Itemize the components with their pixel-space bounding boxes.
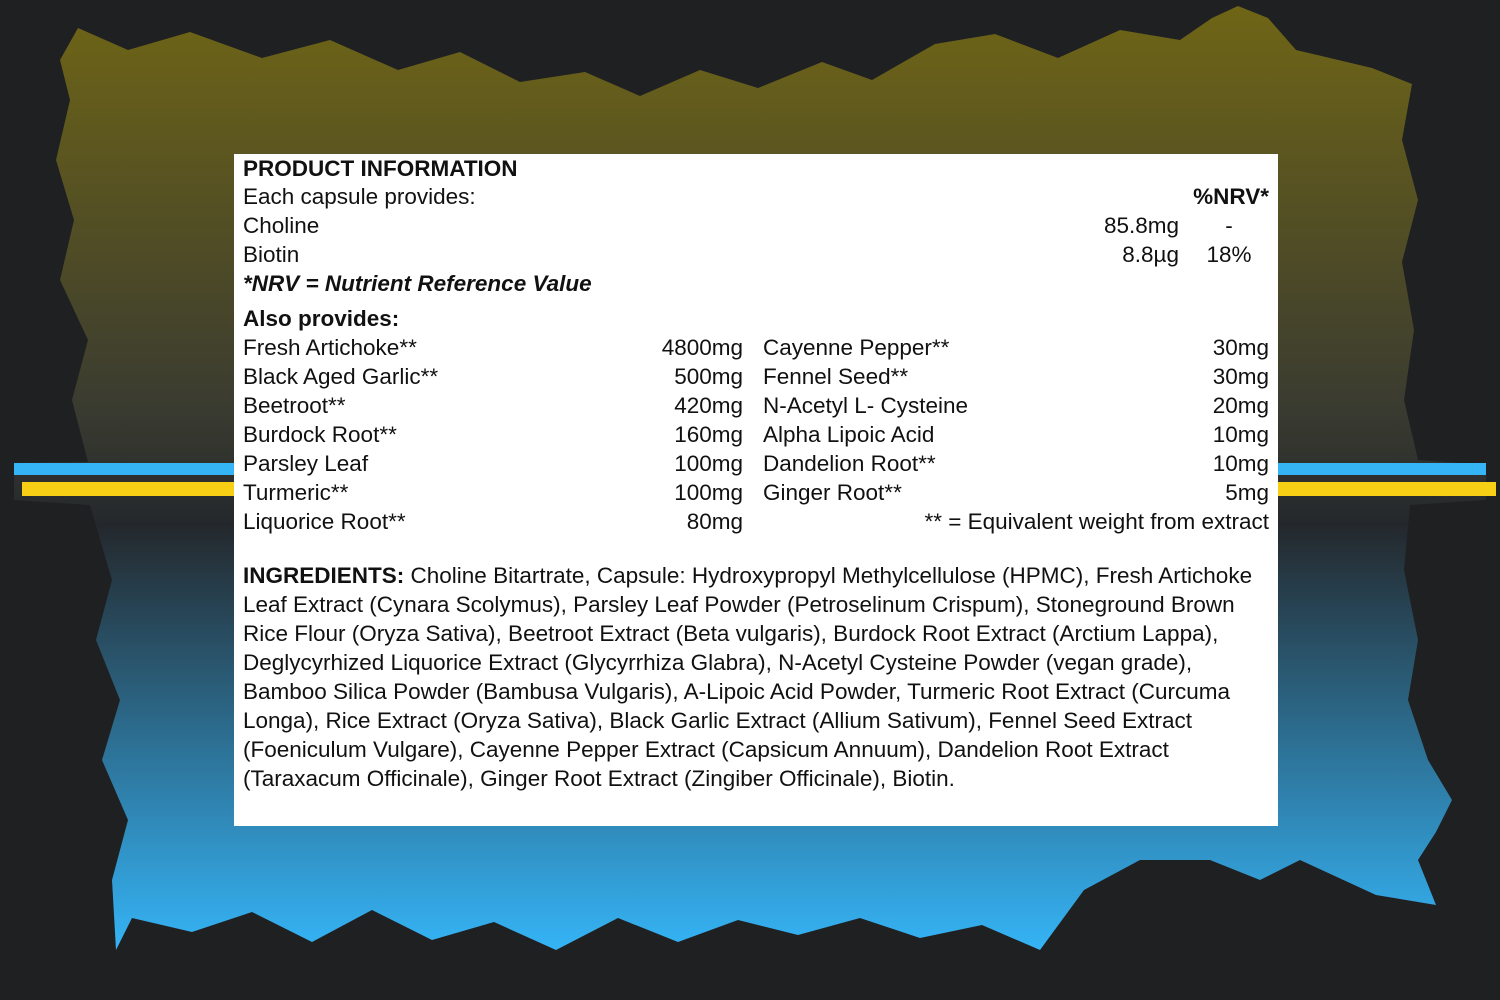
also-provides-amount: 100mg [674,480,743,505]
also-provides-amount: 10mg [1212,451,1269,476]
stripe-blue-right [1270,463,1486,475]
stripe-yellow-left [22,482,244,496]
each-capsule-label: Each capsule provides: [243,184,476,209]
also-provides-name: Cayenne Pepper** [763,335,950,360]
product-information-label [234,154,1278,826]
also-provides-name: Dandelion Root** [763,451,936,476]
also-provides-amount: 4800mg [661,335,743,360]
also-provides-amount: 80mg [686,509,743,534]
nutrient-amount: 85.8mg [1103,213,1179,238]
also-provides-name: N-Acetyl L- Cysteine [763,393,969,418]
also-provides-name: Black Aged Garlic** [243,364,439,389]
nrv-column-header: %NRV* [1193,184,1269,209]
nutrient-nrv: 18% [1206,242,1252,267]
nutrient-row [243,240,1269,269]
ingredients-heading: INGREDIENTS: [243,563,405,588]
nutrient-row [243,211,1269,240]
ingredients-paragraph [243,561,1253,793]
nutrient-name: Choline [243,213,320,238]
also-provides-name: Liquorice Root** [243,509,406,534]
also-provides-name: Ginger Root** [763,480,902,505]
ingredients-list: Choline Bitartrate, Capsule: Hydroxypropyl Methylcellulose (HPMC), Fresh Artichoke Leaf Extract (Cynara Scolymus), Parsley Leaf Powder (Petroselinum Crispum), Stoneground Brown Rice Flour (Oryza Sativa), Beetroot Extract (Beta vulgaris), Burdock Root Extract (Arctium Lappa), Deglycyrhized Liquorice Extract (Glycyrrhiza Glabra), N-Acetyl Cysteine Powder (vegan grade), Bamboo Silica Powder (Bambusa Vulgaris), A-Lipoic Acid Powder, Turmeric Root Extract (Curcuma Longa), Rice Extract (Oryza Sativa), Black Garlic Extract (Allium Sativum), Fennel Seed Extract (Foeniculum Vulgare), Cayenne Pepper Extract (Capsicum Annuum), Dandelion Root Extract (Taraxacum Officinale), Ginger Root Extract (Zingiber Officinale), Biotin. [243,563,1253,791]
nutrient-nrv: - [1225,213,1233,238]
also-provides-amount: 100mg [674,451,743,476]
also-provides-name: Fresh Artichoke** [243,335,417,360]
nutrient-list [243,211,1269,269]
also-provides-amount: 30mg [1212,335,1269,360]
also-provides-amount: 30mg [1212,364,1269,389]
also-provides-name: Fennel Seed** [763,364,909,389]
also-provides-name: Burdock Root** [243,422,397,447]
also-provides-name: Turmeric** [243,480,349,505]
also-provides-name: Alpha Lipoic Acid [763,422,935,447]
stripe-yellow-right [1270,482,1496,496]
nrv-footnote: *NRV = Nutrient Reference Value [243,271,592,296]
extract-footnote: ** = Equivalent weight from extract [924,509,1269,534]
also-provides-table [243,333,1269,536]
also-provides-amount: 420mg [674,393,743,418]
also-provides-amount: 10mg [1212,422,1269,447]
nutrient-name: Biotin [243,242,300,267]
also-provides-amount: 500mg [674,364,743,389]
also-provides-name: Beetroot** [243,393,346,418]
also-provides-amount: 160mg [674,422,743,447]
also-provides-amount: 20mg [1212,393,1269,418]
label-title: PRODUCT INFORMATION [243,156,518,181]
also-provides-heading: Also provides: [243,306,400,331]
nutrient-amount: 8.8µg [1122,242,1179,267]
stripe-blue-left [14,463,244,475]
also-provides-name: Parsley Leaf [243,451,369,476]
also-provides-amount: 5mg [1225,480,1269,505]
